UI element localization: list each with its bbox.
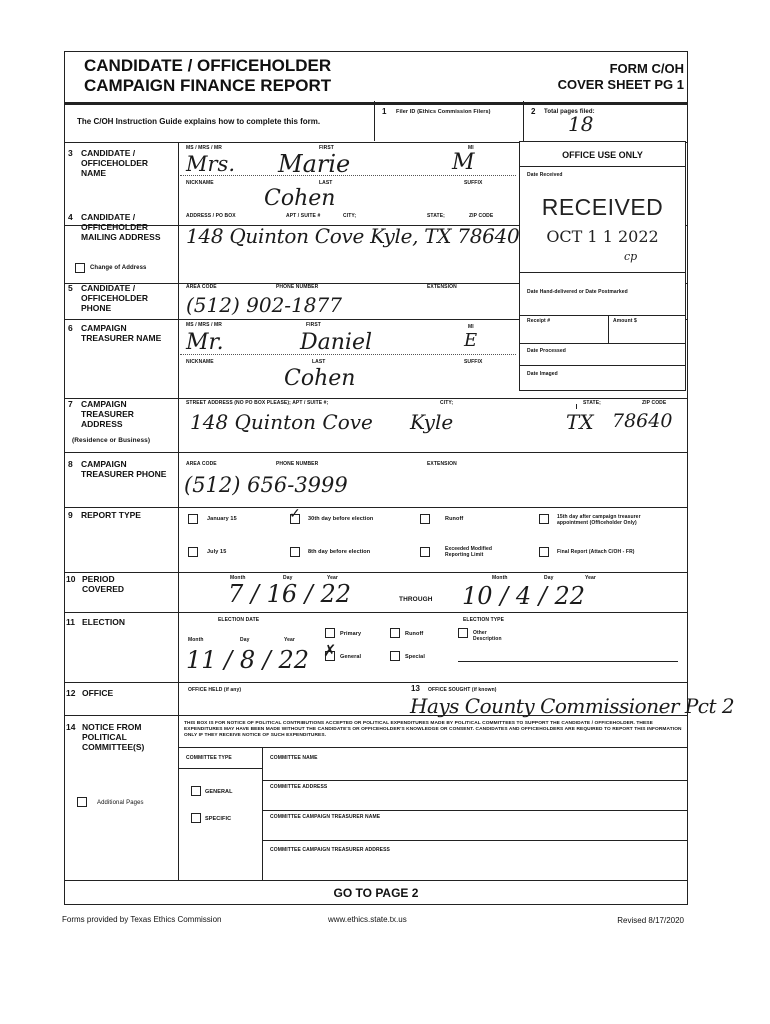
footer-center: www.ethics.state.tx.us [328, 915, 407, 924]
sec7-sub-label: (Residence or Business) [72, 437, 151, 444]
sec14-num: 14 [66, 722, 76, 732]
treasurer-city-value[interactable]: Kyle [410, 410, 454, 434]
period-to-value[interactable]: 10 / 4 / 22 [462, 582, 586, 610]
election-date-label: ELECTION DATE [218, 617, 260, 623]
sec11-label: ELECTION [82, 617, 125, 627]
committee-treasurer-label: COMMITTEE CAMPAIGN TREASURER NAME [270, 814, 381, 820]
additional-pages-label: Additional Pages [97, 800, 144, 806]
runoff-election-label: Runoff [405, 631, 424, 637]
treasurer-last-name[interactable]: Cohen [284, 366, 356, 391]
received-stamp-date: OCT 1 1 2022 [546, 227, 659, 246]
treasurer-street-value[interactable]: 148 Quinton Cove [190, 410, 373, 434]
pac-notice: THIS BOX IS FOR NOTICE OF POLITICAL CONTRIBUTIONS ACCEPTED OR POLITICAL EXPENDITURES MADE BY POLITICAL COMMITTEES TO SUPPORT THE CANDIDATE / OFFICEHOLDER. THESE EXPENDITURES MAY HAVE BEEN MADE WITHOUT THE CANDIDATE'S OR OFFICEHOLDER'S KNOWLEDGE OR CONSENT. CANDIDATES AND OFFICEHOLDERS ARE REQUIRED TO REPORT THIS INFORMATION ONLY IF THEY RECEIVE NOTICE OF SUCH EXPENDITURES. [184, 721, 682, 738]
committee-name-label: COMMITTEE NAME [270, 755, 318, 761]
additional-pages-checkbox[interactable] [77, 797, 87, 807]
july15-label: July 15 [207, 549, 227, 555]
sec7-city-label: CITY; [440, 400, 454, 406]
office-sought-label: OFFICE SOUGHT (if known) [428, 687, 497, 693]
amount-label: Amount $ [613, 318, 637, 324]
filer-id-label: Filer ID (Ethics Commission Filers) [396, 109, 491, 115]
sec8-ext-label: EXTENSION [427, 461, 457, 467]
sec4-city-label: CITY; [343, 213, 357, 219]
day8-label: 8th day before election [308, 549, 371, 555]
sec3-first-label: FIRST [319, 145, 334, 151]
general-committee-label: GENERAL [205, 789, 233, 795]
treasurer-mi[interactable]: E [464, 330, 478, 351]
runoff-election-checkbox[interactable] [390, 628, 400, 638]
sec5-ext-label: EXTENSION [427, 284, 457, 290]
candidate-title[interactable]: Mrs. [186, 152, 235, 176]
exceeded-label: Exceeded Modified Reporting Limit [445, 546, 492, 558]
period-to-year-label: Year [585, 575, 596, 581]
final-report-checkbox[interactable] [539, 547, 549, 557]
sec6-last-label: LAST [312, 359, 326, 365]
period-from-day-label: Day [283, 575, 293, 581]
committee-treasurer-address-label: COMMITTEE CAMPAIGN TREASURER ADDRESS [270, 847, 390, 853]
period-from-month-label: Month [230, 575, 246, 581]
candidate-phone-value[interactable]: (512) 902-1877 [186, 293, 342, 317]
period-to-day-label: Day [544, 575, 554, 581]
treasurer-title[interactable]: Mr. [186, 330, 224, 355]
sec12-num: 12 [66, 688, 76, 698]
total-pages-num: 2 [531, 107, 536, 116]
election-date-value[interactable]: 11 / 8 / 22 [186, 646, 310, 674]
period-to-month-label: Month [492, 575, 508, 581]
sec4-num: 4 [68, 212, 73, 222]
sec4-apt-label: APT / SUITE # [286, 213, 321, 219]
sec7-num: 7 [68, 399, 73, 409]
sec3-nickname-label: NICKNAME [186, 180, 214, 186]
sec5-num: 5 [68, 283, 73, 293]
sec13-num: 13 [411, 684, 420, 693]
sec8-num: 8 [68, 459, 73, 469]
special-label: Special [405, 654, 425, 660]
final-report-label: Final Report (Attach C/OH - FR) [557, 549, 635, 555]
sec7-zip-label: ZIP CODE [642, 400, 667, 406]
election-year-label: Year [284, 637, 295, 643]
form-title-line1: CANDIDATE / OFFICEHOLDER [84, 56, 332, 75]
date-received-label: Date Received [527, 172, 563, 178]
form-title-line2: CAMPAIGN FINANCE REPORT [84, 76, 332, 95]
period-from-year-label: Year [327, 575, 338, 581]
total-pages-value[interactable]: 18 [568, 112, 594, 136]
special-checkbox[interactable] [390, 651, 400, 661]
day30-checkmark: ✓ [289, 506, 301, 522]
date-processed-label: Date Processed [527, 348, 566, 354]
july15-checkbox[interactable] [188, 547, 198, 557]
treasurer-state-value[interactable]: TX [566, 410, 594, 434]
day15-checkbox[interactable] [539, 514, 549, 524]
date-imaged-label: Date Imaged [527, 371, 558, 377]
runoff-report-checkbox[interactable] [420, 514, 430, 524]
candidate-last-name[interactable]: Cohen [264, 186, 336, 211]
sec6-label: CAMPAIGN TREASURER NAME [81, 323, 162, 343]
receipt-label: Receipt # [527, 318, 551, 324]
exceeded-checkbox[interactable] [420, 547, 430, 557]
treasurer-first-name[interactable]: Daniel [300, 330, 373, 355]
primary-checkbox[interactable] [325, 628, 335, 638]
stamp-initials: cp [624, 250, 638, 263]
office-sought-value[interactable]: Hays County Commissioner Pct 2 [410, 694, 735, 718]
sec4-label: CANDIDATE / OFFICEHOLDER MAILING ADDRESS [81, 212, 161, 242]
filer-id-num: 1 [382, 107, 387, 116]
sec3-mi-label: MI [468, 145, 474, 151]
candidate-first-name[interactable]: Marie [278, 150, 351, 178]
change-of-address-label: Change of Address [90, 265, 147, 271]
received-stamp-text: RECEIVED [541, 194, 664, 220]
jan15-checkbox[interactable] [188, 514, 198, 524]
day15-label: 15th day after campaign treasurer appointment (Officeholder Only) [557, 514, 641, 526]
sec11-num: 11 [66, 617, 75, 627]
candidate-address-value[interactable]: 148 Quinton Cove Kyle, TX 78640 [186, 224, 520, 248]
sec4-state-label: STATE; [427, 213, 445, 219]
primary-label: Primary [340, 631, 362, 637]
sec3-suffix-label: SUFFIX [464, 180, 483, 186]
sec9-label: REPORT TYPE [81, 510, 141, 520]
general-checkmark: ✗ [323, 641, 337, 660]
treasurer-zip-value[interactable]: 78640 [612, 410, 673, 432]
sec12-label: OFFICE [82, 688, 114, 698]
sec5-label: CANDIDATE / OFFICEHOLDER PHONE [81, 283, 149, 313]
sec7-street-label: STREET ADDRESS (NO PO BOX PLEASE); APT / SUITE #; [186, 400, 329, 406]
sec5-area-label: AREA CODE [186, 284, 217, 290]
day8-checkbox[interactable] [290, 547, 300, 557]
sec7-state-label: STATE; [583, 400, 601, 406]
hand-delivered-label: Date Hand-delivered or Date Postmarked [527, 289, 628, 295]
general-committee-checkbox[interactable] [191, 786, 201, 796]
footer-left: Forms provided by Texas Ethics Commission [62, 915, 222, 924]
general-label: General [340, 654, 362, 660]
total-pages-label: Total pages filed: [544, 109, 595, 115]
committee-address-label: COMMITTEE ADDRESS [270, 784, 328, 790]
footer-right: Revised 8/17/2020 [617, 916, 684, 925]
sec6-mi-label: MI [468, 324, 474, 330]
treasurer-phone-value[interactable]: (512) 656-3999 [184, 473, 348, 497]
specific-committee-checkbox[interactable] [191, 813, 201, 823]
sec6-num: 6 [68, 323, 73, 333]
form-id: FORM C/OH [609, 61, 684, 76]
sec8-label: CAMPAIGN TREASURER PHONE [81, 459, 167, 479]
sec6-mr-label: MS / MRS / MR [186, 322, 223, 328]
sec3-last-label: LAST [319, 180, 333, 186]
sec6-first-label: FIRST [306, 322, 321, 328]
election-type-label: ELECTION TYPE [463, 617, 505, 623]
received-stamp [520, 194, 685, 246]
office-use-title: OFFICE USE ONLY [562, 150, 643, 160]
sec6-nickname-label: NICKNAME [186, 359, 214, 365]
sec6-suffix-label: SUFFIX [464, 359, 483, 365]
runoff-report-label: Runoff [445, 516, 464, 522]
instruction-text: The C/OH Instruction Guide explains how to complete this form. [77, 117, 321, 126]
sec10-num: 10 [66, 574, 76, 584]
sec8-phone-label: PHONE NUMBER [276, 461, 319, 467]
filer-id-input[interactable] [376, 120, 521, 140]
go-to-page-2: GO TO PAGE 2 [333, 886, 419, 900]
change-of-address-checkbox[interactable] [75, 263, 85, 273]
sec5-phone-label: PHONE NUMBER [276, 284, 319, 290]
office-use-box [519, 141, 686, 391]
day30-label: 30th day before election [308, 516, 374, 522]
other-election-checkbox[interactable] [458, 628, 468, 638]
sec4-zip-label: ZIP CODE [469, 213, 494, 219]
period-from-value[interactable]: 7 / 16 / 22 [228, 580, 352, 608]
candidate-mi[interactable]: M [452, 150, 475, 175]
sec10-label: PERIOD COVERED [82, 574, 125, 594]
sec14-label: NOTICE FROM POLITICAL COMMITTEE(S) [82, 722, 145, 752]
sec3-mr-label: MS / MRS / MR [186, 145, 223, 151]
sec9-num: 9 [68, 510, 73, 520]
cover-sheet-label: COVER SHEET PG 1 [557, 77, 684, 92]
office-held-label: OFFICE HELD (if any) [188, 687, 242, 693]
sec3-label: CANDIDATE / OFFICEHOLDER NAME [81, 148, 149, 178]
committee-type-label: COMMITTEE TYPE [186, 755, 232, 761]
election-day-label: Day [240, 637, 250, 643]
specific-committee-label: SPECIFIC [205, 816, 232, 822]
jan15-label: January 15 [207, 516, 237, 522]
sec3-num: 3 [68, 148, 73, 158]
other-election-label: Other Description [473, 630, 502, 642]
sec8-area-label: AREA CODE [186, 461, 217, 467]
sec7-label: CAMPAIGN TREASURER ADDRESS [81, 399, 134, 429]
sec4-address-label: ADDRESS / PO BOX [186, 213, 236, 219]
election-month-label: Month [188, 637, 204, 643]
period-through-label: THROUGH [399, 596, 433, 603]
